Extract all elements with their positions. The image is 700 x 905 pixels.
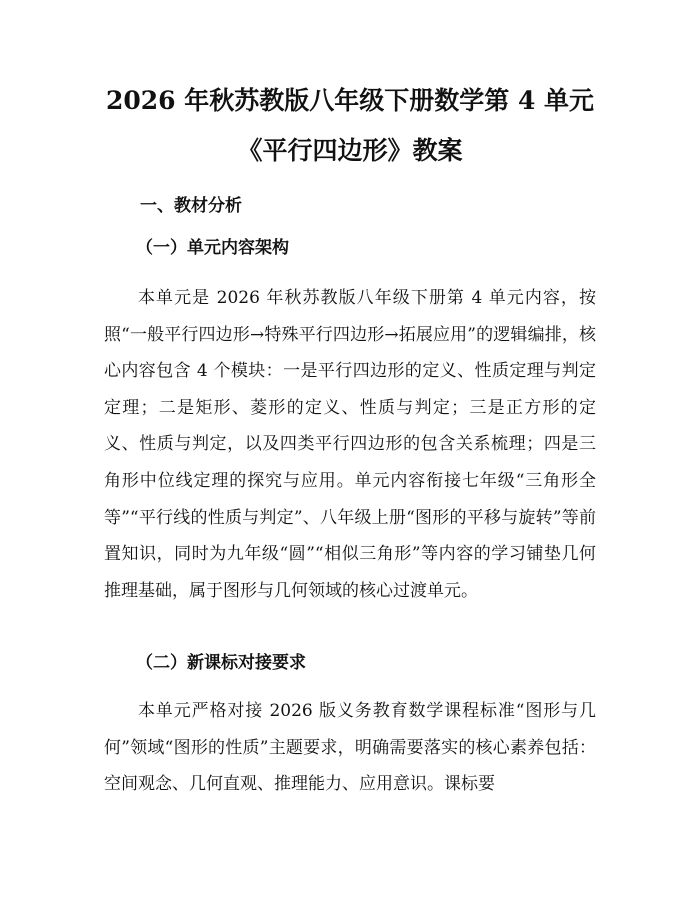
document-title-line-1: 2026 年秋苏教版八年级下册数学第 4 单元	[105, 86, 595, 115]
document-title-line-2: 《平行四边形》教案	[237, 136, 463, 165]
paragraph-unit-structure: 本单元是 2026 年秋苏教版八年级下册第 4 单元内容，按照“一般平行四边形→特殊平行四边形→拓展应用”的逻辑编排，核心内容包含 4 个模块：一是平行四边形的定义、性质定理与判定定理；二是矩形、菱形的定义、性质与判定；三是正方形的定义、性质与判定，以及四类平行四边形的包含关系梳理；四是三角形中位线定理的探究与应用。单元内容衔接七年级“三角形全等”“平行线的性质与判定”、八年级上册“图形的平移与旋转”等前置知识，同时为九年级“圆”“相似三角形”等内容的学习铺垫几何推理基础，属于图形与几何领域的核心过渡单元。	[104, 288, 596, 601]
subsection-heading-unit-structure: （一）单元内容架构	[136, 238, 289, 258]
section-heading-textbook-analysis: 一、教材分析	[140, 196, 242, 216]
paragraph-curriculum-requirements: 本单元严格对接 2026 版义务教育数学课程标准“图形与几何”领域“图形的性质”主题要求，明确需要落实的核心素养包括：空间观念、几何直观、推理能力、应用意识。课标要	[104, 701, 596, 795]
subsection-heading-curriculum-requirements: （二）新课标对接要求	[136, 653, 306, 673]
